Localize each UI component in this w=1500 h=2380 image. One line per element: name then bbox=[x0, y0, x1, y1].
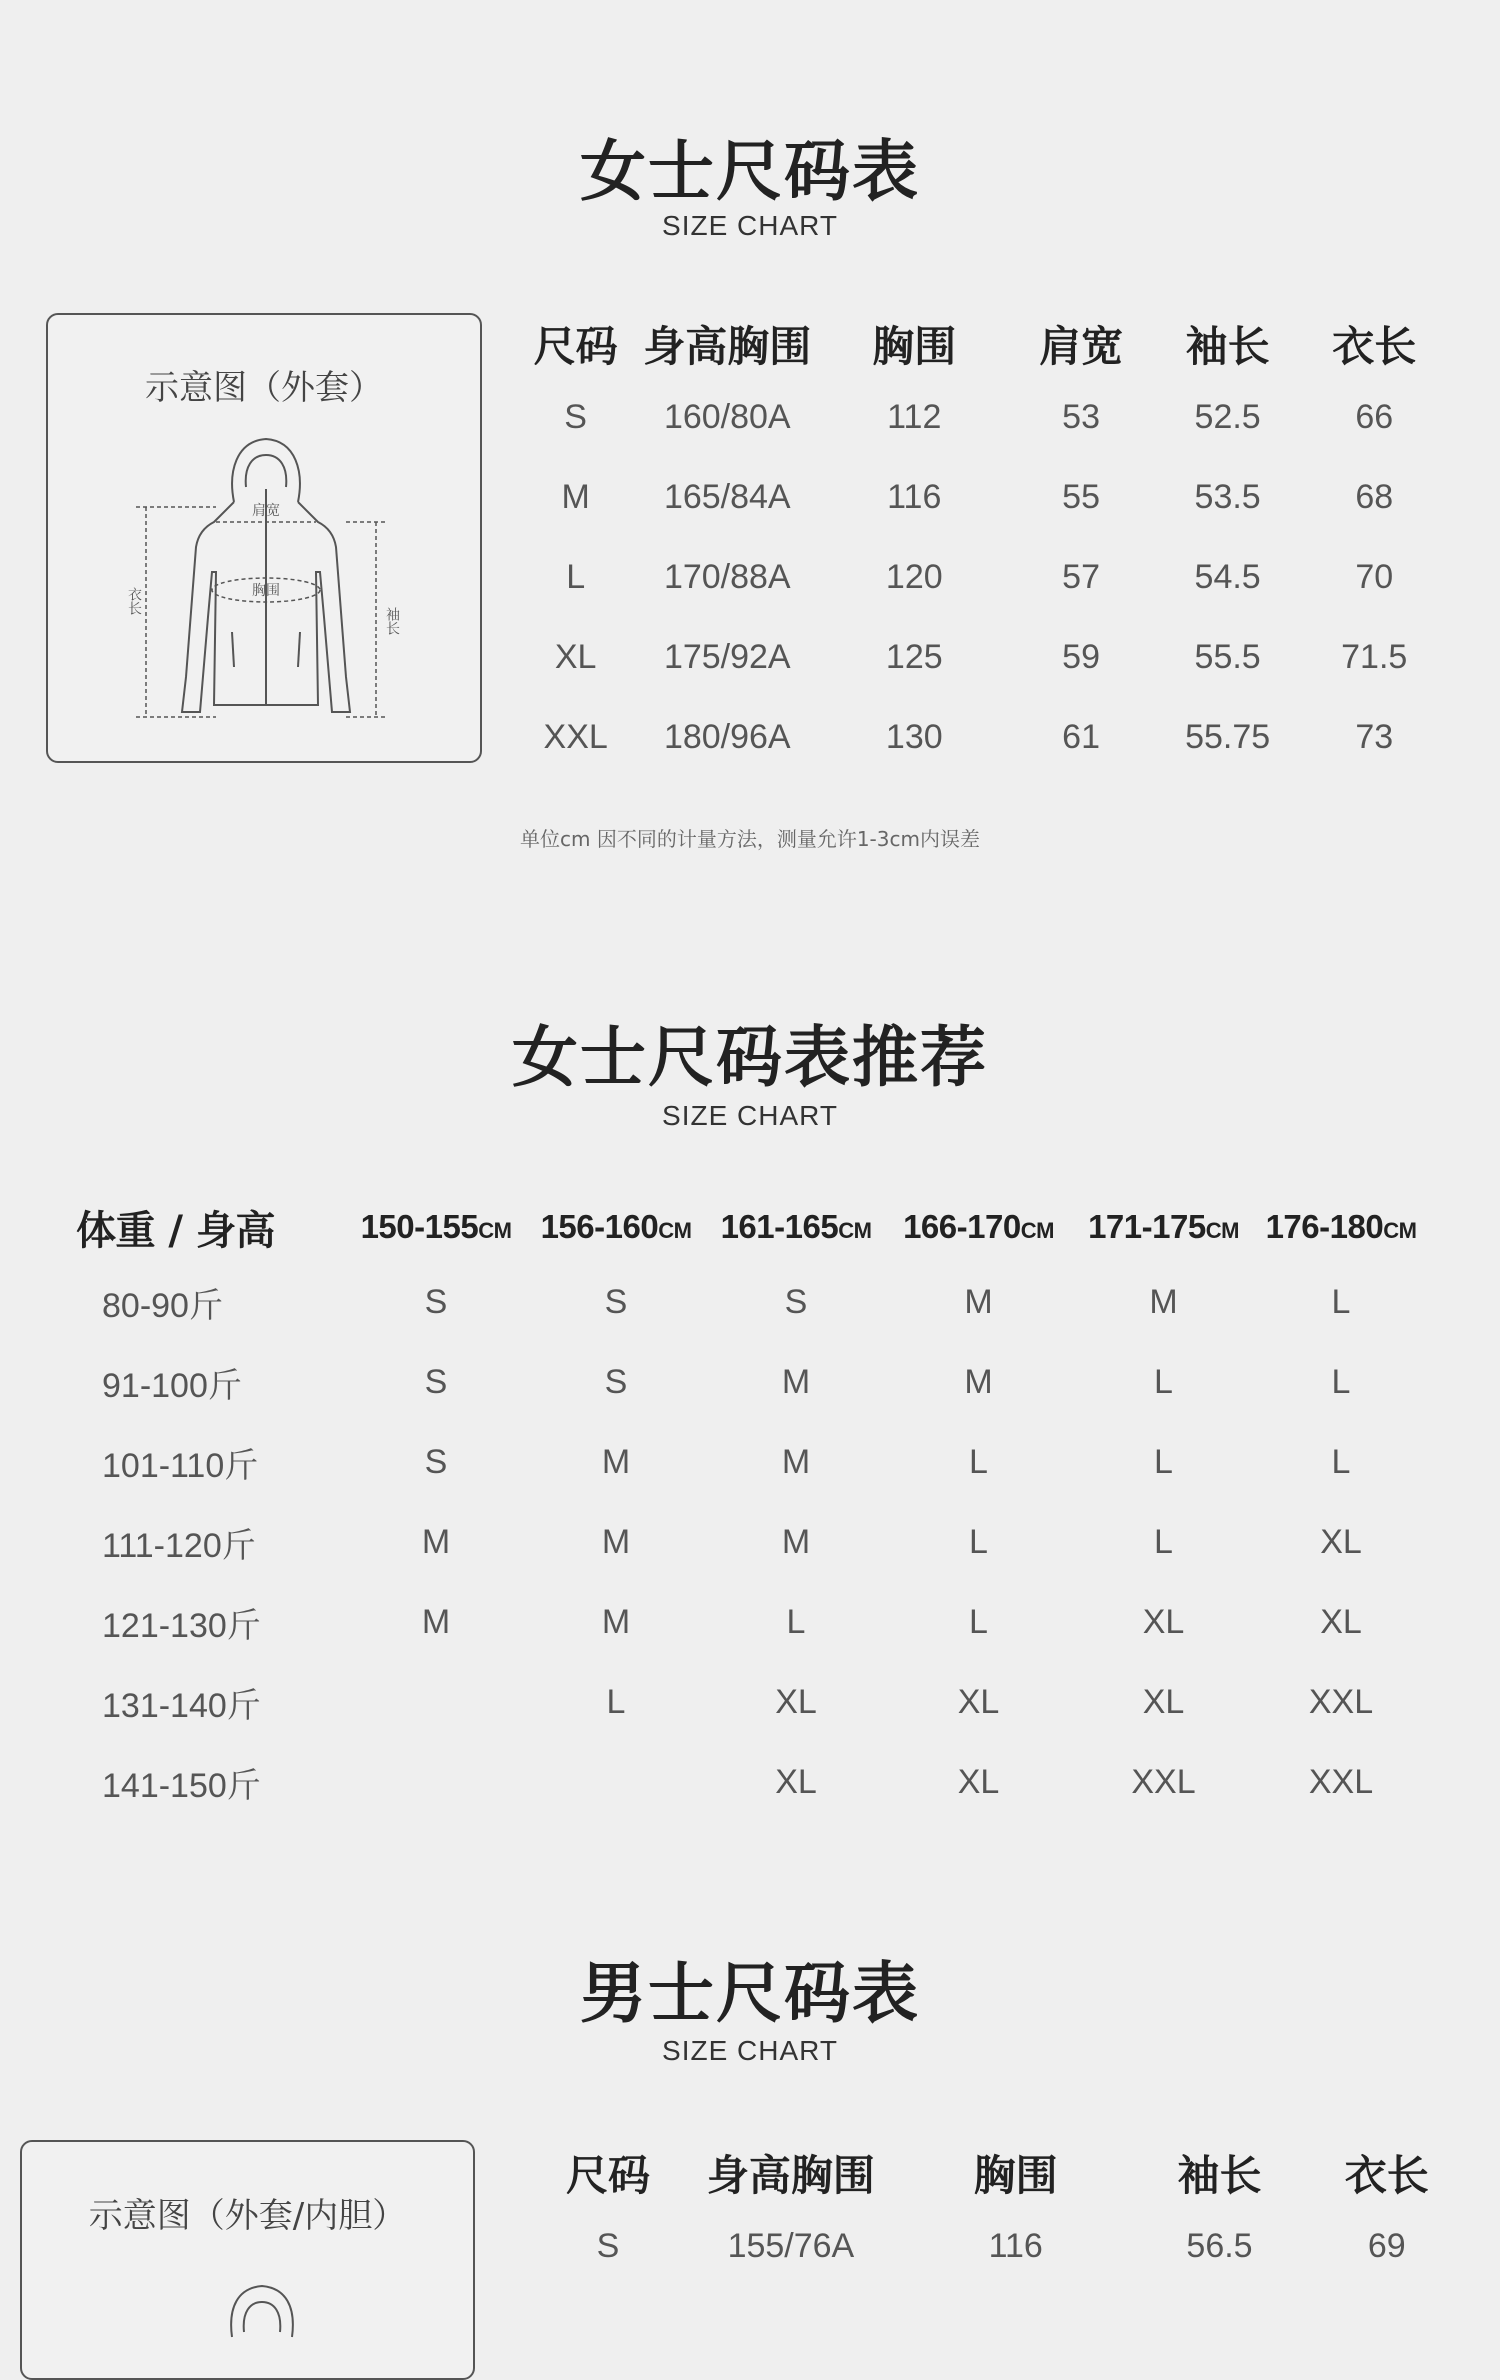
value-cell: 116 bbox=[988, 2226, 1043, 2265]
height-range-header bbox=[346, 1192, 526, 1262]
recommended-size-cell: XL bbox=[957, 1682, 1000, 1721]
recommended-size-cell: S bbox=[604, 1282, 628, 1321]
table-header-row bbox=[515, 311, 1445, 377]
height-unit-label: CM bbox=[1020, 1218, 1054, 1243]
value-cell: 180/96A bbox=[663, 717, 791, 756]
recommended-size-cell: XL bbox=[1142, 1682, 1185, 1721]
col-header: 衣长 bbox=[1332, 322, 1417, 371]
value-cell: 165/84A bbox=[663, 477, 791, 516]
women-diagram-panel bbox=[46, 313, 482, 763]
col-header: 身高胸围 bbox=[706, 2151, 875, 2200]
value-cell: 54.5 bbox=[1194, 557, 1261, 596]
diagram-chest-label: 胸围 bbox=[252, 583, 280, 599]
recommended-size-cell: S bbox=[424, 1442, 448, 1481]
recommended-size-cell: L bbox=[1331, 1442, 1351, 1481]
recommended-size-cell: XXL bbox=[1308, 1682, 1374, 1721]
value-cell: 73 bbox=[1355, 717, 1394, 756]
diagram-length-label: 衣长 bbox=[126, 587, 142, 615]
value-cell: 66 bbox=[1355, 397, 1394, 436]
value-cell: 70 bbox=[1355, 557, 1394, 596]
value-cell: 112 bbox=[887, 397, 942, 436]
recommended-size-cell: L bbox=[786, 1602, 806, 1641]
recommended-size-cell: L bbox=[969, 1442, 988, 1481]
col-header: 胸围 bbox=[973, 2151, 1058, 2200]
value-cell: 130 bbox=[885, 717, 943, 756]
recommended-size-cell: XL bbox=[1320, 1522, 1362, 1561]
value-cell: 52.5 bbox=[1194, 397, 1261, 436]
jacket-diagram-icon bbox=[116, 427, 416, 727]
recommended-size-cell: M bbox=[781, 1442, 811, 1481]
weight-range-cell: 101-110斤 bbox=[102, 1446, 259, 1485]
table-row bbox=[76, 1742, 1426, 1822]
col-header: 身高胸围 bbox=[643, 322, 812, 371]
size-cell: XL bbox=[554, 637, 597, 676]
women-recommend-title: 女士尺码表推荐 bbox=[512, 1019, 988, 1096]
recommended-size-cell: S bbox=[604, 1362, 628, 1401]
table-row bbox=[515, 377, 1445, 457]
recommended-size-cell: L bbox=[1154, 1522, 1173, 1561]
height-range-header bbox=[706, 1192, 886, 1262]
value-cell: 175/92A bbox=[663, 637, 791, 676]
value-cell: 160/80A bbox=[663, 397, 791, 436]
value-cell: 71.5 bbox=[1341, 637, 1408, 676]
jacket-diagram-icon bbox=[202, 2282, 322, 2342]
height-range-header bbox=[1256, 1192, 1426, 1262]
value-cell: 69 bbox=[1367, 2226, 1406, 2265]
recommended-size-cell: XL bbox=[1320, 1602, 1362, 1641]
value-cell: 68 bbox=[1355, 477, 1394, 516]
size-cell: XXL bbox=[543, 717, 608, 756]
weight-range-cell: 91-100斤 bbox=[102, 1366, 242, 1405]
women-chart-subtitle: SIZE CHART bbox=[662, 210, 838, 241]
size-cell: S bbox=[596, 2226, 620, 2265]
height-range-label: 161-165 bbox=[720, 1208, 839, 1245]
height-range-label: 171-175 bbox=[1088, 1208, 1206, 1245]
col-header: 袖长 bbox=[1177, 2151, 1262, 2200]
recommended-size-cell: XXL bbox=[1308, 1762, 1374, 1801]
value-cell: 170/88A bbox=[663, 557, 791, 596]
table-header-row bbox=[540, 2140, 1460, 2206]
height-range-header bbox=[886, 1192, 1071, 1262]
women-diagram-label: 示意图（外套） bbox=[145, 368, 383, 408]
recommended-size-cell: M bbox=[421, 1522, 451, 1561]
weight-range-cell: 80-90斤 bbox=[102, 1286, 223, 1325]
recommended-size-cell: M bbox=[964, 1282, 993, 1321]
diagram-sleeve-label: 袖长 bbox=[384, 607, 400, 635]
value-cell: 53 bbox=[1062, 397, 1100, 436]
women-recommend-table bbox=[76, 1192, 1426, 1822]
recommended-size-cell: XL bbox=[775, 1682, 817, 1721]
col-header: 袖长 bbox=[1185, 322, 1270, 371]
value-cell: 55 bbox=[1062, 477, 1100, 516]
table-row bbox=[76, 1342, 1426, 1422]
recommended-size-cell: XL bbox=[957, 1762, 1000, 1801]
recommended-size-cell: L bbox=[969, 1602, 988, 1641]
recommended-size-cell bbox=[346, 1662, 526, 1742]
value-cell: 125 bbox=[885, 637, 943, 676]
women-recommend-subtitle: SIZE CHART bbox=[662, 1100, 838, 1131]
recommended-size-cell: M bbox=[601, 1442, 631, 1481]
recommended-size-cell: L bbox=[1154, 1362, 1173, 1401]
diagram-shoulder-label: 肩宽 bbox=[252, 503, 280, 519]
height-range-header bbox=[1071, 1192, 1256, 1262]
recommended-size-cell: M bbox=[781, 1522, 811, 1561]
table-row bbox=[515, 537, 1445, 617]
value-cell: 120 bbox=[885, 557, 943, 596]
col-header: 肩宽 bbox=[1039, 322, 1124, 371]
value-cell: 155/76A bbox=[727, 2226, 855, 2265]
col-header: 尺码 bbox=[565, 2151, 650, 2200]
weight-range-cell: 111-120斤 bbox=[102, 1526, 256, 1565]
recommended-size-cell bbox=[346, 1742, 526, 1822]
col-header: 衣长 bbox=[1344, 2151, 1429, 2200]
recommended-size-cell: S bbox=[784, 1282, 808, 1321]
recommended-size-cell: L bbox=[1331, 1282, 1351, 1321]
men-diagram-panel bbox=[20, 2140, 475, 2380]
recommended-size-cell: S bbox=[424, 1282, 448, 1321]
table-header-row bbox=[76, 1192, 1426, 1262]
weight-height-corner: 体重 / 身高 bbox=[76, 1207, 275, 1254]
table-row bbox=[515, 457, 1445, 537]
col-header: 尺码 bbox=[533, 322, 618, 371]
height-unit-label: CM bbox=[838, 1218, 872, 1243]
table-row bbox=[76, 1662, 1426, 1742]
recommended-size-cell: XXL bbox=[1131, 1762, 1196, 1801]
recommended-size-cell: L bbox=[1331, 1362, 1351, 1401]
table-row bbox=[515, 617, 1445, 697]
height-unit-label: CM bbox=[1383, 1218, 1417, 1243]
recommended-size-cell bbox=[526, 1742, 706, 1822]
men-size-table bbox=[540, 2140, 1460, 2286]
height-unit-label: CM bbox=[1205, 1218, 1239, 1243]
height-range-header bbox=[526, 1192, 706, 1262]
women-size-table bbox=[515, 311, 1445, 777]
table-row bbox=[540, 2206, 1460, 2286]
value-cell: 55.5 bbox=[1194, 637, 1261, 676]
recommended-size-cell: L bbox=[969, 1522, 988, 1561]
recommended-size-cell: L bbox=[606, 1682, 626, 1721]
men-chart-title: 男士尺码表 bbox=[580, 1955, 920, 2032]
recommended-size-cell: M bbox=[601, 1522, 631, 1561]
men-chart-subtitle: SIZE CHART bbox=[662, 2035, 838, 2066]
measurement-note: 单位cm 因不同的计量方法，测量允许1-3cm内误差 bbox=[520, 827, 980, 851]
value-cell: 53.5 bbox=[1194, 477, 1261, 516]
women-chart-title: 女士尺码表 bbox=[580, 133, 920, 210]
recommended-size-cell: M bbox=[964, 1362, 993, 1401]
recommended-size-cell: M bbox=[1149, 1282, 1178, 1321]
col-header: 胸围 bbox=[872, 322, 957, 371]
value-cell: 55.75 bbox=[1185, 717, 1271, 756]
value-cell: 56.5 bbox=[1186, 2226, 1253, 2265]
value-cell: 57 bbox=[1062, 557, 1100, 596]
height-range-label: 156-160 bbox=[540, 1208, 659, 1245]
table-row bbox=[76, 1262, 1426, 1342]
table-row bbox=[76, 1502, 1426, 1582]
size-cell: M bbox=[561, 477, 590, 516]
value-cell: 116 bbox=[887, 477, 942, 516]
recommended-size-cell: M bbox=[421, 1602, 451, 1641]
weight-range-cell: 141-150斤 bbox=[102, 1766, 261, 1805]
height-range-label: 166-170 bbox=[903, 1208, 1021, 1245]
table-row bbox=[76, 1422, 1426, 1502]
table-row bbox=[515, 697, 1445, 777]
recommended-size-cell: S bbox=[424, 1362, 448, 1401]
recommended-size-cell: XL bbox=[1142, 1602, 1185, 1641]
height-range-label: 150-155 bbox=[360, 1208, 479, 1245]
table-row bbox=[76, 1582, 1426, 1662]
height-range-label: 176-180 bbox=[1265, 1208, 1384, 1245]
weight-range-cell: 131-140斤 bbox=[102, 1686, 261, 1725]
value-cell: 59 bbox=[1062, 637, 1100, 676]
size-cell: S bbox=[564, 397, 587, 436]
recommended-size-cell: L bbox=[1154, 1442, 1173, 1481]
men-diagram-label: 示意图（外套/内胆） bbox=[88, 2196, 407, 2236]
value-cell: 61 bbox=[1062, 717, 1100, 756]
height-unit-label: CM bbox=[658, 1218, 692, 1243]
height-unit-label: CM bbox=[478, 1218, 512, 1243]
recommended-size-cell: M bbox=[601, 1602, 631, 1641]
size-cell: L bbox=[566, 557, 586, 596]
recommended-size-cell: M bbox=[781, 1362, 811, 1401]
weight-range-cell: 121-130斤 bbox=[102, 1606, 261, 1645]
recommended-size-cell: XL bbox=[775, 1762, 817, 1801]
